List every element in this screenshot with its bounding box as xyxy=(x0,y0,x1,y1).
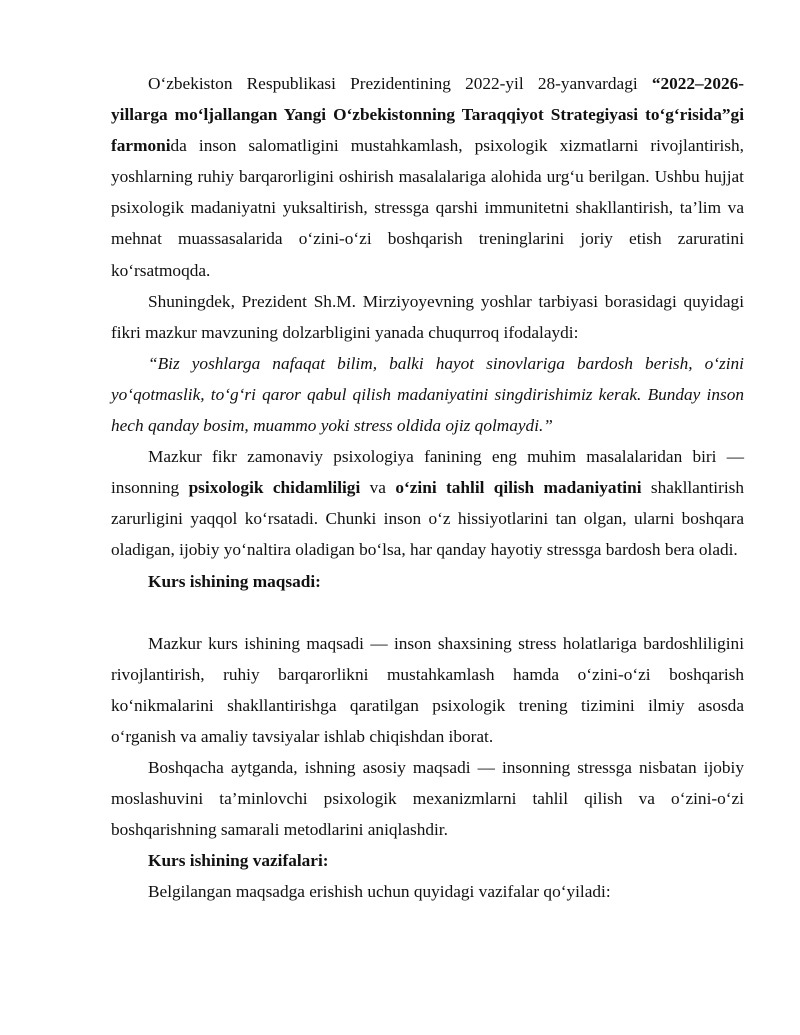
paragraph-resilience xyxy=(111,441,744,565)
paragraph-president-intro: Shuningdek, Prezident Sh.M. Mirziyoyevning yoshlar tarbiyasi borasidagi quyidagi fikri mazkur mavzuning dolzarbligini yanada chuqurroq ifodalaydi: xyxy=(111,291,744,342)
decree-intro-text: O‘zbekiston Respublikasi Prezidentining 2022-yil 28-yanvardagi xyxy=(148,74,652,93)
resilience-text-2: va xyxy=(360,478,396,498)
blank-line xyxy=(111,597,744,628)
resilience-term-1: psixologik chidamliligi xyxy=(188,478,361,498)
president-quote: “Biz yoshlarga nafaqat bilim, balki hayot sinovlariga bardosh berish, o‘zini yo‘qotmaslik, to‘g‘ri qaror qabul qilish madaniyatini singdirishimiz kerak. Bunday inson hech qanday bosim, muammo yoki stress oldida ojiz qolmaydi.” xyxy=(111,353,744,436)
paragraph-decree xyxy=(111,68,744,286)
paragraph-tasks-intro: Belgilangan maqsadga erishish uchun quyidagi vazifalar qo‘yiladi: xyxy=(148,882,611,902)
heading-goal: Kurs ishining maqsadi: xyxy=(148,571,321,591)
paragraph-goal-summary: Boshqacha aytganda, ishning asosiy maqsadi — insonning stressga nisbatan ijobiy moslashuvini ta’minlovchi psixologik mexanizmlarni tahlil qilish va o‘zini-o‘zi boshqarishning samarali metodlarini aniqlashdir. xyxy=(111,757,744,840)
resilience-text-1: Mazkur fikr zamonaviy psixologiya fanining eng muhim masalalaridan biri — insonning xyxy=(111,447,744,498)
paragraph-goal: Mazkur kurs ishining maqsadi — inson shaxsining stress holatlariga bardoshliligini rivojlantirish, ruhiy barqarorlikni mustahkamlash hamda o‘zini-o‘zi boshqarish ko‘nikmalarini shakllantirishga qaratilgan psixologik trening tizimini ilmiy asosda o‘rganish va amaliy tavsiyalar ishlab chiqishdan iborat. xyxy=(111,633,744,746)
heading-tasks: Kurs ishining vazifalari: xyxy=(148,851,329,871)
resilience-text-3: shakllantirish zarurligini yaqqol ko‘rsatadi. Chunki inson o‘z hissiyotlarini tan olgan, ularni boshqara oladigan, ijobiy yo‘naltira oladigan bo‘lsa, har qanday hayotiy stressga bardosh bera oladi. xyxy=(111,478,745,560)
resilience-term-2: o‘zini tahlil qilish madaniyatini xyxy=(395,478,642,498)
decree-body-text: da inson salomatligini mustahkamlash, psixologik xizmatlarni rivojlantirish, yoshlarning ruhiy barqarorligini oshirish masalalariga alohida urg‘u berilgan. Ushbu hujjat psixologik madaniyatni yuksaltirish, stressga qarshi immunitetni shakllantirish, ta’lim va mehnat muassasalarida o‘zini-o‘zi boshqarish treninglarini joriy etish zaruratini ko‘rsatmoqda. xyxy=(111,136,744,280)
decree-title: “2022–2026-yillarga mo‘ljallangan Yangi O‘zbekistonning Taraqqiyot Strategiyasi to‘g‘risida”gi farmoni xyxy=(111,74,744,156)
